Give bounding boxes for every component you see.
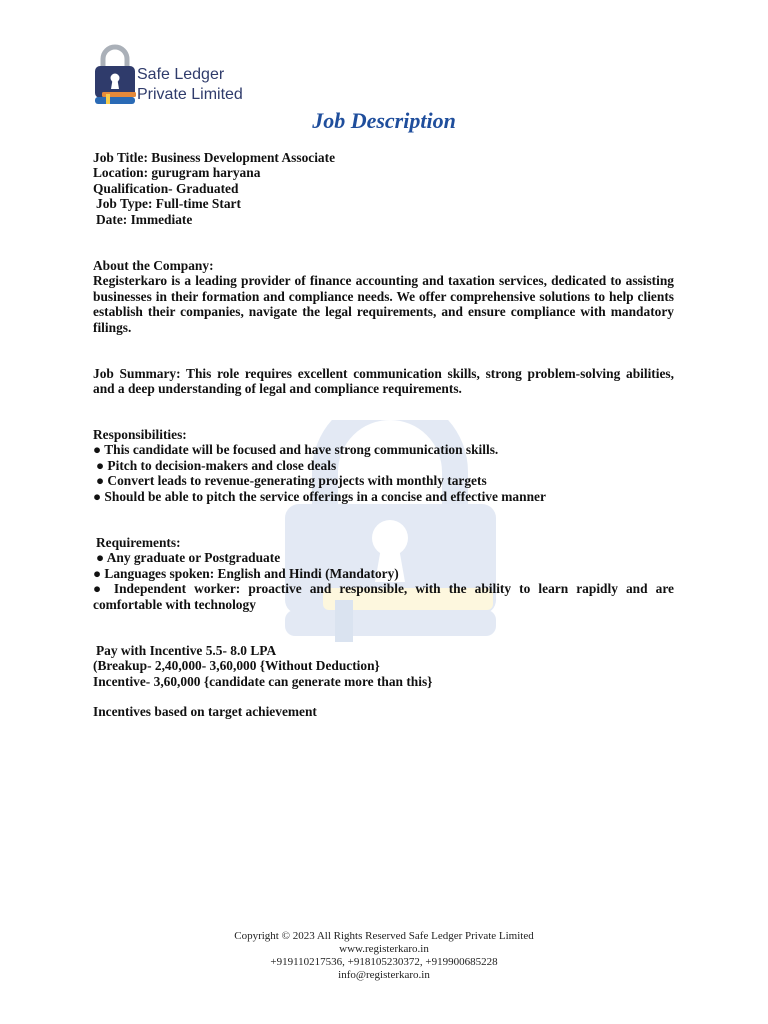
job-type-field: Job Type: Full-time Start — [96, 196, 241, 212]
summary-section — [93, 366, 674, 397]
footer-website-link[interactable]: www.registerkaro.in — [339, 943, 429, 955]
company-logo — [94, 44, 264, 108]
list-item: ● Independent worker: proactive and responsible, with the ability to learn rapidly and are comfortable with technology — [93, 581, 674, 612]
logo-text-line2: Private Limited — [137, 86, 243, 103]
about-text: Registerkaro is a leading provider of finance accounting and taxation services, dedicated to assisting businesses in their formation and compliance needs. We offer comprehensive solutions to help clients establish their companies, navigate the legal requirements, and ensure compliance with mandatory filings. — [93, 273, 674, 335]
list-item: ● Convert leads to revenue-generating projects with monthly targets — [96, 473, 487, 489]
pay-line: Pay with Incentive 5.5- 8.0 LPA — [96, 643, 277, 658]
responsibilities-heading: Responsibilities: — [93, 427, 187, 442]
pay-line: Incentive- 3,60,000 {candidate can generate more than this} — [93, 673, 433, 689]
list-item: ● This candidate will be focused and have strong communication skills. — [93, 442, 499, 458]
padlock-book-icon — [94, 44, 136, 106]
about-section — [93, 258, 674, 335]
footer-phones: +919110217536, +918105230372, +919900685228 — [270, 956, 498, 968]
incentive-note: Incentives based on target achievement — [93, 704, 317, 719]
document-title: Job Description — [312, 108, 456, 133]
date-field: Date: Immediate — [96, 211, 193, 227]
pay-section — [93, 643, 674, 689]
job-header-fields — [93, 150, 674, 227]
footer-copyright: Copyright © 2023 All Rights Reserved Safe Ledger Private Limited — [234, 930, 534, 942]
responsibilities-section — [93, 427, 674, 504]
qualification-field: Qualification- Graduated — [93, 180, 239, 196]
list-item: ● Languages spoken: English and Hindi (Mandatory) — [93, 565, 399, 581]
summary-text: Job Summary: This role requires excellent communication skills, strong problem-solving abilities, and a deep understanding of legal and compliance requirements. — [93, 366, 674, 397]
pay-line: (Breakup- 2,40,000- 3,60,000 {Without Deduction} — [93, 658, 380, 674]
list-item: ● Pitch to decision-makers and close deals — [96, 457, 337, 473]
about-heading: About the Company: — [93, 258, 214, 273]
logo-text-line1: Safe Ledger — [137, 66, 225, 83]
footer — [0, 930, 768, 982]
location-field: Location: gurugram haryana — [93, 165, 261, 181]
list-item: ● Should be able to pitch the service offerings in a concise and effective manner — [93, 488, 546, 504]
list-item: ● Any graduate or Postgraduate — [96, 550, 281, 566]
job-title-field: Job Title: Business Development Associate — [93, 150, 336, 165]
footer-email-link[interactable]: info@registerkaro.in — [338, 969, 430, 981]
requirements-section — [93, 535, 674, 612]
requirements-heading: Requirements: — [96, 535, 181, 550]
